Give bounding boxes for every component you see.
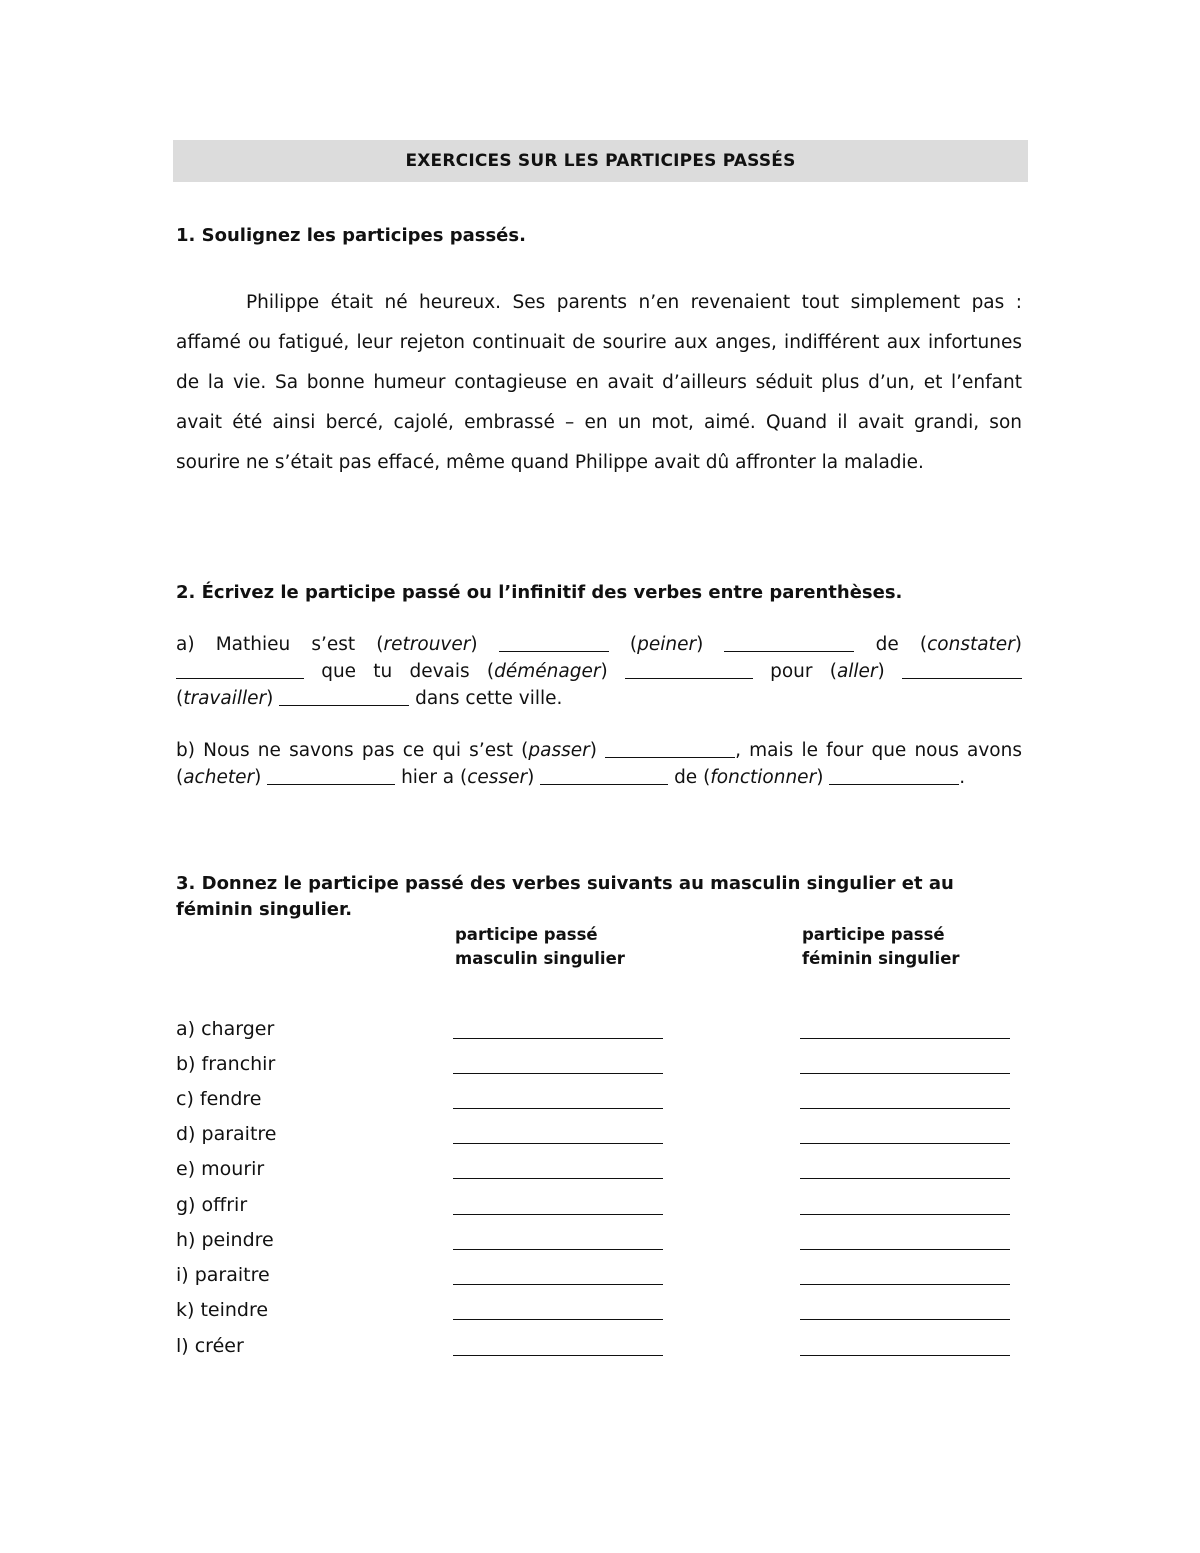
verb-peiner: peiner	[637, 634, 697, 655]
column-header-masculin-line1: participe passé	[455, 925, 598, 944]
verb-cesser: cesser	[467, 767, 528, 788]
exercise-2a: a) Mathieu s’est (retrouver) (peiner) de (constater) que tu devais (déménager) pour (aller) (travailler) dans cette ville.	[176, 634, 1023, 709]
verb-row	[0, 1297, 1200, 1332]
worksheet-title: EXERCICES SUR LES PARTICIPES PASSÉS	[405, 151, 796, 171]
verb-label: d) paraitre	[176, 1123, 277, 1145]
blank-2a-4[interactable]	[625, 677, 753, 679]
verb-row	[0, 1156, 1200, 1191]
verb-row	[0, 1051, 1200, 1086]
verb-label: b) franchir	[176, 1053, 276, 1075]
answer-line-masculin[interactable]	[453, 1108, 663, 1109]
verb-row	[0, 1262, 1200, 1297]
verb-acheter: acheter	[183, 767, 255, 788]
answer-line-masculin[interactable]	[453, 1284, 663, 1285]
verb-label: h) peindre	[176, 1229, 274, 1251]
answer-line-feminin[interactable]	[800, 1319, 1010, 1320]
verb-retrouver: retrouver	[383, 634, 471, 655]
answer-line-masculin[interactable]	[453, 1355, 663, 1356]
verb-label: e) mourir	[176, 1158, 265, 1180]
verb-demenager: déménager	[494, 661, 601, 682]
answer-line-feminin[interactable]	[800, 1178, 1010, 1179]
verb-row	[0, 1192, 1200, 1227]
answer-line-masculin[interactable]	[453, 1249, 663, 1250]
verb-row	[0, 1333, 1200, 1368]
verb-label: k) teindre	[176, 1299, 269, 1321]
answer-line-feminin[interactable]	[800, 1249, 1010, 1250]
exercise-2b: b) Nous ne savons pas ce qui s’est (passer) , mais le four que nous avons (acheter) hier a (cesser) de (fonctionner) .	[176, 740, 1022, 788]
blank-2b-2[interactable]	[267, 783, 395, 785]
column-header-feminin-line2: féminin singulier	[802, 949, 960, 968]
blank-2a-1[interactable]	[499, 650, 609, 652]
verb-label: g) offrir	[176, 1194, 248, 1216]
verb-label: a) charger	[176, 1018, 275, 1040]
blank-2a-6[interactable]	[279, 704, 409, 706]
answer-line-masculin[interactable]	[453, 1178, 663, 1179]
answer-line-masculin[interactable]	[453, 1073, 663, 1074]
answer-line-masculin[interactable]	[453, 1319, 663, 1320]
answer-line-feminin[interactable]	[800, 1284, 1010, 1285]
blank-2b-3[interactable]	[540, 783, 668, 785]
answer-line-masculin[interactable]	[453, 1038, 663, 1039]
column-header-feminin-line1: participe passé	[802, 925, 945, 944]
worksheet-title-bar	[173, 140, 1028, 182]
section-2-heading: 2. Écrivez le participe passé ou l’infinitif des verbes entre parenthèses.	[176, 582, 903, 603]
section-3-heading: 3. Donnez le participe passé des verbes suivants au masculin singulier et au féminin singulier.	[176, 873, 954, 920]
section-1-heading: 1. Soulignez les participes passés.	[176, 225, 526, 246]
blank-2a-5[interactable]	[902, 677, 1022, 679]
verb-row	[0, 1121, 1200, 1156]
verb-fonctionner: fonctionner	[710, 767, 817, 788]
verb-label: c) fendre	[176, 1088, 262, 1110]
blank-2a-2[interactable]	[724, 650, 854, 652]
answer-line-masculin[interactable]	[453, 1214, 663, 1215]
answer-line-feminin[interactable]	[800, 1108, 1010, 1109]
answer-line-feminin[interactable]	[800, 1143, 1010, 1144]
answer-line-feminin[interactable]	[800, 1038, 1010, 1039]
verb-constater: constater	[927, 634, 1015, 655]
column-header-masculin	[455, 923, 625, 971]
answer-line-feminin[interactable]	[800, 1214, 1010, 1215]
blank-2b-1[interactable]	[605, 756, 735, 758]
answer-line-masculin[interactable]	[453, 1143, 663, 1144]
blank-2b-4[interactable]	[829, 783, 959, 785]
blank-2a-3[interactable]	[176, 677, 304, 679]
verb-passer: passer	[528, 740, 590, 761]
column-header-feminin	[802, 923, 960, 971]
verb-aller: aller	[836, 661, 878, 682]
verb-travailler: travailler	[183, 688, 267, 709]
answer-line-feminin[interactable]	[800, 1073, 1010, 1074]
verb-label: l) créer	[176, 1335, 244, 1357]
verb-row	[0, 1016, 1200, 1051]
verb-row	[0, 1086, 1200, 1121]
column-header-masculin-line2: masculin singulier	[455, 949, 625, 968]
verb-row	[0, 1227, 1200, 1262]
answer-line-feminin[interactable]	[800, 1355, 1010, 1356]
section-1-passage: Philippe était né heureux. Ses parents n’en revenaient tout simplement pas : affamé ou fatigué, leur rejeton continuait de sourire aux anges, indifférent aux infortunes de la vie. Sa bonne humeur contagieuse en avait d’ailleurs séduit plus d’un, et l’enfant avait été ainsi bercé, cajolé, embrassé – en un mot, aimé. Quand il avait grandi, son sourire ne s’était pas effacé, même quand Philippe avait dû affronter la maladie.	[176, 292, 1022, 473]
verb-label: i) paraitre	[176, 1264, 270, 1286]
